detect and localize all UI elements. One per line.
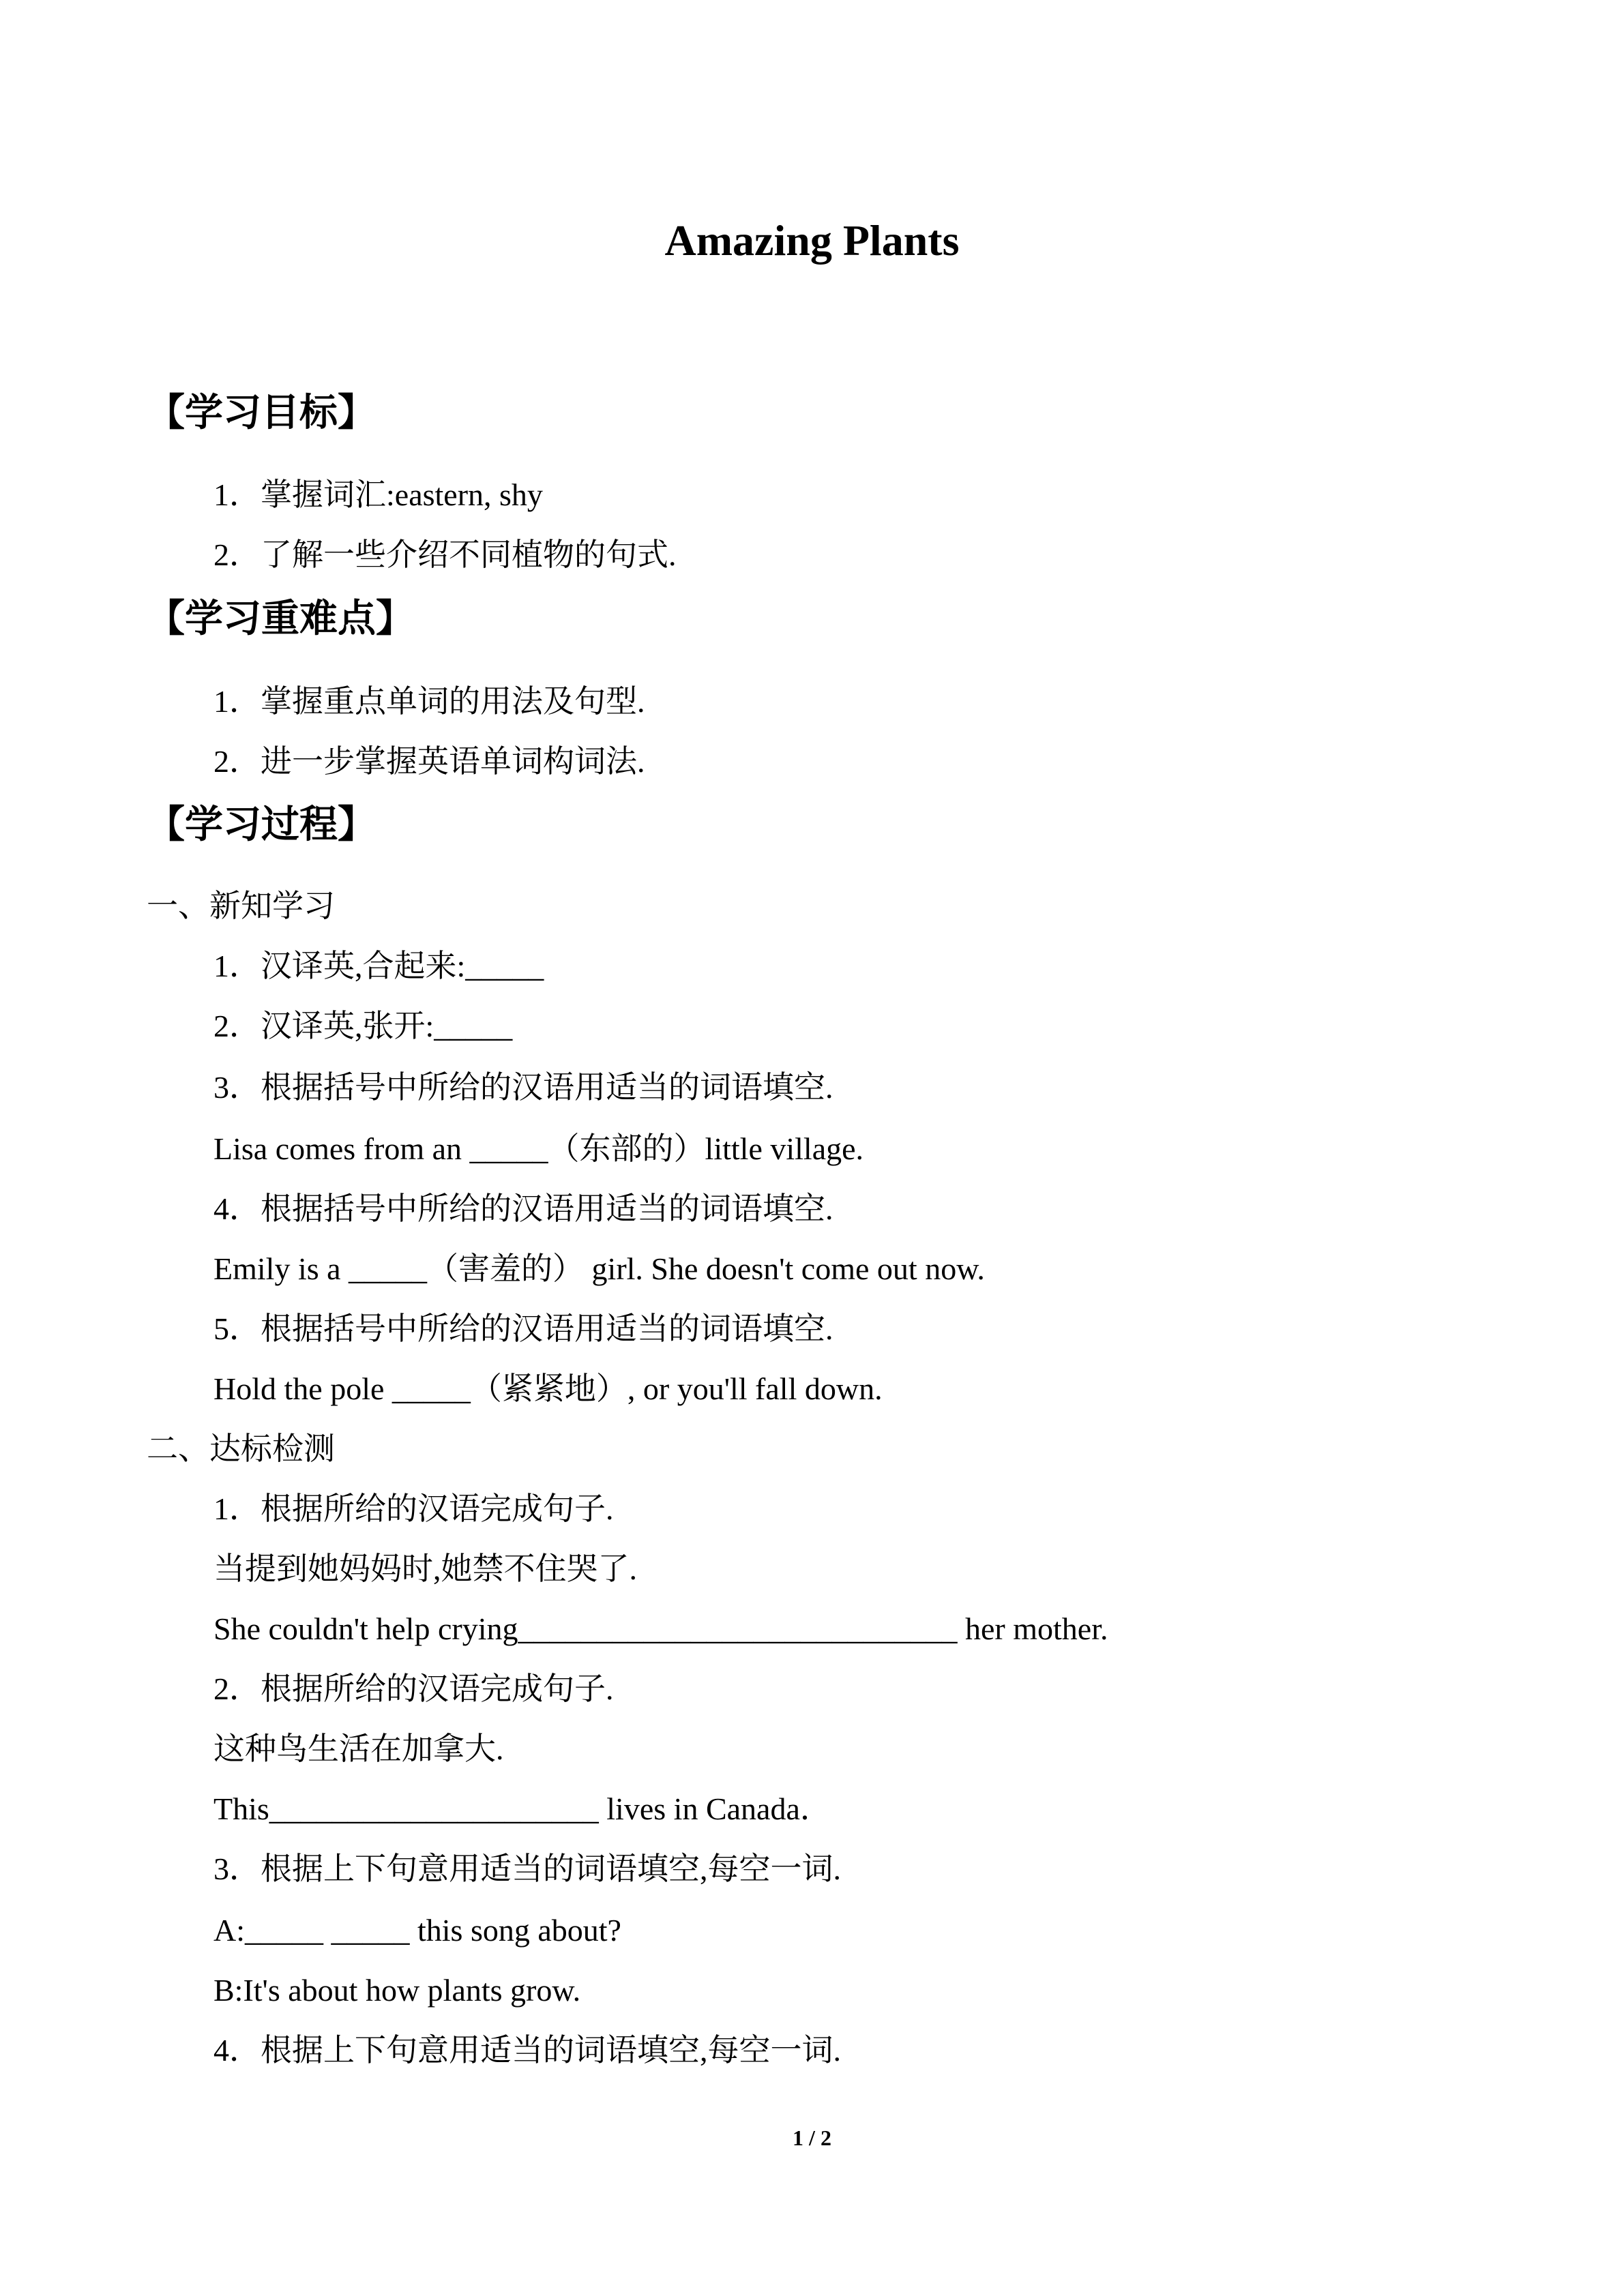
part1-line: Lisa comes from an _____（东部的）little village. xyxy=(213,1131,864,1166)
goal-item-1: 1．掌握词汇:eastern, shy xyxy=(213,477,543,512)
key-point-item-2: 2．进一步掌握英语单词构词法. xyxy=(213,744,645,779)
heading-key-points: 【学习重难点】 xyxy=(147,598,414,640)
part1-line: 3．根据括号中所给的汉语用适当的词语填空. xyxy=(213,1070,833,1105)
part1-title: 一、新知学习 xyxy=(147,889,335,923)
part2-line: 1．根据所给的汉语完成句子. xyxy=(213,1491,614,1526)
part2-line: This_____________________ lives in Canada． xyxy=(213,1791,831,1826)
part2-line: 4．根据上下句意用适当的词语填空,每空一词. xyxy=(213,2033,841,2068)
part2-line: 3．根据上下句意用适当的词语填空,每空一词. xyxy=(213,1851,841,1886)
part2-title: 二、达标检测 xyxy=(147,1431,335,1466)
page-number: 1 / 2 xyxy=(793,2126,831,2150)
part2-line: B:It's about how plants grow. xyxy=(213,1973,581,2008)
document-title: Amazing Plants xyxy=(664,216,960,265)
part2-line: She couldn't help crying____________________________ her mother. xyxy=(213,1611,1108,1646)
part2-line: A:_____ _____ this song about? xyxy=(213,1913,621,1948)
heading-learning-goals: 【学习目标】 xyxy=(147,392,376,434)
part1-line: 2．汉译英,张开:_____ xyxy=(213,1009,513,1043)
goal-item-2: 2．了解一些介绍不同植物的句式. xyxy=(213,537,677,572)
part1-line: Hold the pole _____（紧紧地）, or you'll fall down. xyxy=(213,1371,883,1406)
part1-line: 5．根据括号中所给的汉语用适当的词语填空. xyxy=(213,1311,833,1346)
part2-line: 这种鸟生活在加拿大. xyxy=(213,1731,504,1766)
part1-line: 1．汉译英,合起来:_____ xyxy=(213,949,544,983)
part1-line: Emily is a _____（害羞的） girl. She doesn't come out now. xyxy=(213,1251,985,1286)
part2-line: 2．根据所给的汉语完成句子. xyxy=(213,1671,614,1706)
key-point-item-1: 1．掌握重点单词的用法及句型. xyxy=(213,684,645,719)
part2-line: 当提到她妈妈时,她禁不住哭了. xyxy=(213,1551,637,1586)
part1-line: 4．根据括号中所给的汉语用适当的词语填空. xyxy=(213,1191,833,1226)
heading-learning-process: 【学习过程】 xyxy=(147,804,376,846)
